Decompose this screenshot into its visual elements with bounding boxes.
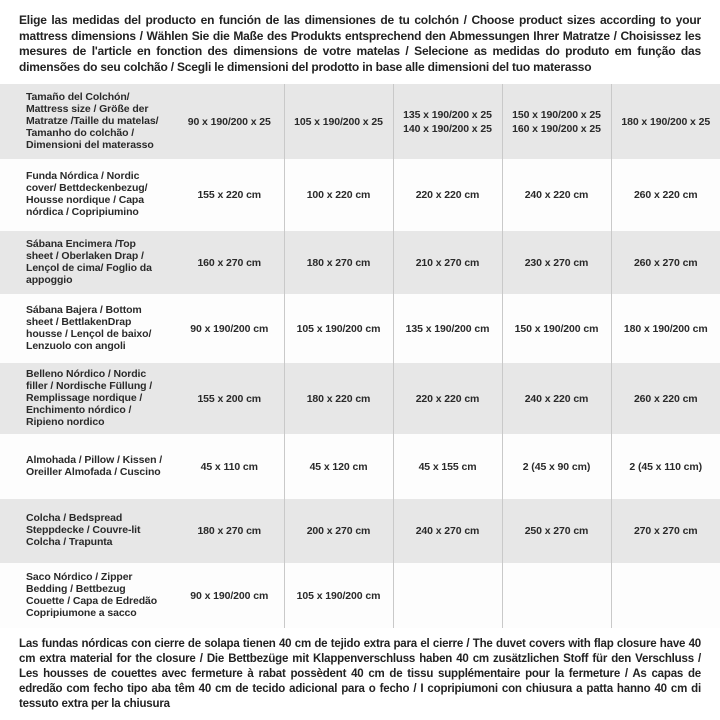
size-cell bbox=[611, 363, 720, 434]
size-cell bbox=[175, 563, 284, 628]
size-value-line: 240 x 220 cm bbox=[524, 189, 589, 202]
footer-note: Las fundas nórdicas con cierre de solapa tienen 40 cm de tejido extra para el cierre / The duvet covers with flap closure have 40 cm extra material for the closure / Die Bettbezüge mit Klappenverschluss haben 40 cm zusätzlichen Stoff für den Verschluss / Les housses de couettes avec fermeture à rabat possèdent 40 cm de tissu supplémentaire pour la fermeture / As capas de edredão com fecho tipo aba têm 40 cm de tecido adicional para o fecho / I copripiumoni con chiusura a patta hanno 40 cm di tessuto extra per la chiusura bbox=[19, 638, 701, 711]
size-cell bbox=[611, 563, 720, 628]
table-row bbox=[0, 563, 720, 628]
size-cell bbox=[611, 159, 720, 231]
table-row bbox=[0, 231, 720, 294]
size-value-line: 150 x 190/200 cm bbox=[514, 322, 599, 335]
table-row bbox=[0, 159, 720, 231]
row-label: Almohada / Pillow / Kissen / Oreiller Almofada / Cuscino bbox=[0, 434, 175, 499]
row-label: Colcha / Bedspread Steppdecke / Couvre-lit Colcha / Trapunta bbox=[0, 499, 175, 563]
size-cell bbox=[393, 563, 502, 628]
size-cell bbox=[284, 363, 393, 434]
size-value-line: 240 x 220 cm bbox=[524, 392, 589, 405]
size-value-line: 90 x 190/200 cm bbox=[190, 589, 269, 602]
row-label: Belleno Nórdico / Nordic filler / Nordische Füllung / Remplissage nordique / Enchimento nórdico / Ripieno nordico bbox=[0, 363, 175, 434]
size-value-line: 210 x 270 cm bbox=[415, 256, 480, 269]
size-cell bbox=[611, 231, 720, 294]
size-cell bbox=[284, 159, 393, 231]
size-cell bbox=[175, 84, 284, 159]
size-value-line: 105 x 190/200 cm bbox=[296, 589, 381, 602]
size-cell bbox=[502, 434, 611, 499]
table-row bbox=[0, 434, 720, 499]
size-cell bbox=[502, 563, 611, 628]
size-value-line: 2 (45 x 90 cm) bbox=[522, 460, 591, 473]
size-cell bbox=[393, 434, 502, 499]
size-cell bbox=[393, 84, 502, 159]
size-cell bbox=[502, 84, 611, 159]
size-cell bbox=[175, 231, 284, 294]
size-value-line: 105 x 190/200 x 25 bbox=[294, 115, 383, 128]
table-row bbox=[0, 363, 720, 434]
size-value-line: 260 x 220 cm bbox=[633, 189, 698, 202]
size-cell bbox=[502, 363, 611, 434]
table-row bbox=[0, 499, 720, 563]
size-cell bbox=[284, 434, 393, 499]
size-value-line: 230 x 270 cm bbox=[524, 256, 589, 269]
table-row bbox=[0, 294, 720, 363]
size-value-line: 155 x 220 cm bbox=[197, 189, 262, 202]
size-table-body bbox=[0, 84, 720, 628]
size-value-line: 180 x 270 cm bbox=[197, 525, 262, 538]
size-cell bbox=[393, 231, 502, 294]
row-label: Sábana Bajera / Bottom sheet / BettlakenDrap housse / Lençol de baixo/ Lenzuolo con angoli bbox=[0, 294, 175, 363]
row-label: Funda Nórdica / Nordic cover/ Bettdeckenbezug/ Housse nordique / Capa nórdica / Copripiumino bbox=[0, 159, 175, 231]
size-cell bbox=[611, 434, 720, 499]
size-cell bbox=[393, 363, 502, 434]
size-cell bbox=[284, 84, 393, 159]
size-value-line: 220 x 220 cm bbox=[415, 392, 480, 405]
size-cell bbox=[502, 231, 611, 294]
size-cell bbox=[175, 434, 284, 499]
size-value-line: 100 x 220 cm bbox=[306, 189, 371, 202]
size-cell bbox=[175, 294, 284, 363]
size-cell bbox=[611, 84, 720, 159]
size-value-line: 45 x 155 cm bbox=[418, 460, 477, 473]
header-paragraph: Elige las medidas del producto en función de las dimensiones de tu colchón / Choose product sizes according to your mattress dimensions / Wählen Sie die Maße des Produkts entsprechend den Abmessungen Ihrer Matratze / Choisissez les mesures de l'article en fonction des dimensions de votre matelas / Selecione as medidas do produto em função das dimensões do seu colchão / Scegli le dimensioni del prodotto in base alle dimensioni del tuo materasso bbox=[19, 13, 701, 74]
size-cell bbox=[502, 294, 611, 363]
size-cell bbox=[175, 159, 284, 231]
size-value-line: 45 x 110 cm bbox=[200, 460, 258, 473]
size-cell bbox=[393, 159, 502, 231]
row-label: Saco Nórdico / Zipper Bedding / Bettbezug Couette / Capa de Edredão Copripiumone a sacco bbox=[0, 563, 175, 628]
size-value-line: 150 x 190/200 x 25 bbox=[512, 108, 601, 121]
size-cell bbox=[284, 231, 393, 294]
row-label: Tamaño del Colchón/ Mattress size / Größe der Matratze /Taille du matelas/ Tamanho do colchão / Dimensioni del materasso bbox=[0, 84, 175, 159]
size-cell bbox=[502, 159, 611, 231]
size-value-line: 160 x 270 cm bbox=[197, 256, 262, 269]
size-value-line: 140 x 190/200 x 25 bbox=[403, 122, 492, 135]
size-value-line: 270 x 270 cm bbox=[633, 525, 698, 538]
size-value-line: 180 x 270 cm bbox=[306, 256, 371, 269]
size-cell bbox=[393, 294, 502, 363]
size-value-line: 220 x 220 cm bbox=[415, 189, 480, 202]
size-value-line: 260 x 220 cm bbox=[633, 392, 698, 405]
size-value-line: 90 x 190/200 cm bbox=[190, 322, 269, 335]
size-cell bbox=[393, 499, 502, 563]
size-value-line: 45 x 120 cm bbox=[309, 460, 368, 473]
size-value-line: 250 x 270 cm bbox=[524, 525, 589, 538]
size-cell bbox=[502, 499, 611, 563]
size-value-line: 240 x 270 cm bbox=[415, 525, 480, 538]
size-cell bbox=[611, 499, 720, 563]
size-cell bbox=[175, 363, 284, 434]
size-value-line: 180 x 220 cm bbox=[306, 392, 371, 405]
size-value-line: 90 x 190/200 x 25 bbox=[187, 115, 271, 128]
size-cell bbox=[284, 294, 393, 363]
size-table bbox=[0, 84, 720, 628]
size-value-line: 2 (45 x 110 cm) bbox=[629, 460, 703, 473]
size-cell bbox=[284, 499, 393, 563]
size-value-line: 180 x 190/200 cm bbox=[623, 322, 708, 335]
table-row bbox=[0, 84, 720, 159]
size-value-line: 155 x 200 cm bbox=[197, 392, 262, 405]
size-value-line: 200 x 270 cm bbox=[306, 525, 371, 538]
size-cell bbox=[284, 563, 393, 628]
size-value-line: 105 x 190/200 cm bbox=[296, 322, 381, 335]
size-value-line: 160 x 190/200 x 25 bbox=[512, 122, 601, 135]
size-value-line: 135 x 190/200 x 25 bbox=[403, 108, 492, 121]
size-cell bbox=[175, 499, 284, 563]
size-value-line: 260 x 270 cm bbox=[633, 256, 698, 269]
size-value-line: 180 x 190/200 x 25 bbox=[621, 115, 711, 128]
size-cell bbox=[611, 294, 720, 363]
row-label: Sábana Encimera /Top sheet / Oberlaken Drap / Lençol de cima/ Foglio da appoggio bbox=[0, 231, 175, 294]
size-value-line: 135 x 190/200 cm bbox=[405, 322, 490, 335]
